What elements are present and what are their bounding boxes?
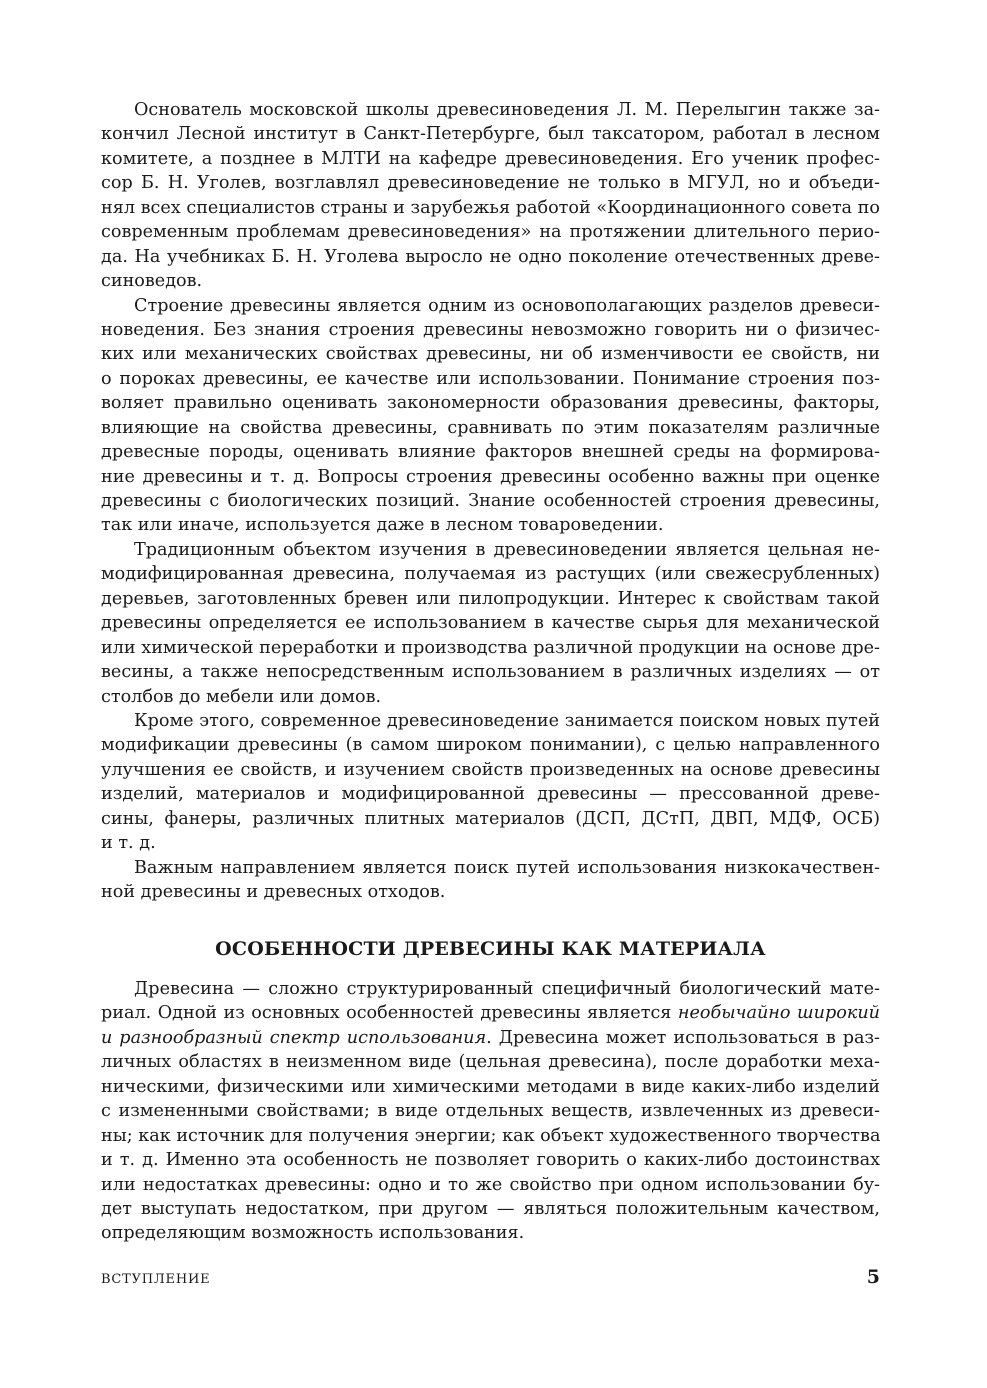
text-line: ническими, физическими или химическими методами в виде каких-либо изделий [101, 1076, 880, 1097]
document-body [101, 98, 880, 904]
text-line: ной древесины и древесных отходов. [101, 882, 446, 902]
emphasis-text: и разнообразный спектр использования [101, 1027, 487, 1048]
text-line: улучшения ее свойств, и изучением свойств произведенных на основе древесины [101, 759, 880, 780]
text-line: новедения. Без знания строения древесины невозможно говорить ни о физичес- [101, 319, 880, 340]
paragraph-2 [101, 294, 880, 538]
text-line: ние древесины и т. д. Вопросы строения древесины особенно важны при оценке [101, 466, 880, 487]
text-line-mixed [101, 1001, 880, 1025]
text-line: или химической переработки и производства различной продукции на основе дре- [101, 637, 880, 658]
text-line-mixed [101, 1026, 880, 1050]
text-line: о пороках древесины, ее качестве или использовании. Понимание строения поз- [101, 368, 880, 389]
paragraph-3 [101, 538, 880, 709]
text-line: сор Б. Н. Уголев, возглавлял древесиноведение не только в МГУЛ, но и объеди- [101, 173, 880, 194]
text-line: да. На учебниках Б. Н. Уголева выросло не одно поколение отечественных древе- [101, 246, 880, 267]
text-line: нял всех специалистов страны и зарубежья работой «Координационного совета по [101, 197, 880, 218]
text-line: Строение древесины является одним из основополагающих разделов древеси- [134, 295, 880, 316]
text-line: комитете, а позднее в МЛТИ на кафедре древесиноведения. Его ученик профес- [101, 148, 880, 169]
emphasis-text: необычайно широкий [677, 1003, 880, 1024]
text-line: древесины определяется ее использованием в качестве сырья для механической [101, 613, 880, 634]
text-line: и т. д. Именно эта особенность не позволяет говорить о каких-либо достоинствах [101, 1150, 880, 1171]
text-line: Кроме этого, современное древесиноведение занимается поиском новых путей [134, 710, 880, 731]
text-line: воляет правильно оценивать закономерности образования древесины, факторы, [101, 393, 880, 414]
text-line: модификации древесины (в самом широком понимании), с целью направленного [101, 735, 880, 756]
text-line: сины, фанеры, различных плитных материалов (ДСП, ДСтП, ДВП, МДФ, ОСБ) [101, 808, 880, 829]
running-footer-section: ВСТУПЛЕНИЕ [101, 1272, 211, 1287]
text-line: личных областях в неизменном виде (цельная древесина), после доработки меха- [101, 1052, 880, 1073]
text-line: кончил Лесной институт в Санкт-Петербурге, был таксатором, работал в лесном [101, 124, 880, 145]
text-line: или недостатках древесины: одно и то же свойство при одном использовании бу- [101, 1174, 880, 1195]
text-line: Древесина — сложно структурированный специфичный биологический мате- [134, 979, 880, 999]
paragraph-5 [101, 856, 880, 905]
text-line: Важным направлением является поиск путей использования низкокачествен- [134, 857, 880, 878]
page-number: 5 [866, 1266, 880, 1288]
plain-text: риал. Одной из основных особенностей древесины является [101, 1003, 678, 1024]
text-line: древесные породы, оценивать влияние факторов внешней среды на формирова- [101, 442, 880, 463]
text-line: модифицированная древесина, получаемая из растущих (или свежесрубленных) [101, 564, 880, 585]
text-line: синоведов. [101, 271, 203, 292]
section-paragraph [101, 977, 880, 1246]
text-line: и т. д. [101, 833, 156, 854]
text-line: столбов до мебели или домов. [101, 686, 382, 707]
text-line: ны; как источник для получения энергии; как объект художественного творчества [101, 1125, 881, 1146]
section-heading: ОСОБЕННОСТИ ДРЕВЕСИНЫ КАК МАТЕРИАЛА [215, 938, 766, 960]
text-line: так или иначе, используется даже в лесном товароведении. [101, 515, 664, 536]
text-line: влияющие на свойства древесины, сравнивать по этим показателям различные [101, 417, 880, 438]
text-line: Основатель московской школы древесиноведения Л. М. Перелыгин также за- [134, 100, 880, 120]
text-line: современным проблемам древесиноведения» на протяжении длительного перио- [101, 222, 880, 243]
text-line: изделий, материалов и модифицированной древесины — прессованной древе- [101, 784, 880, 805]
text-line: с измененными свойствами; в виде отдельных веществ, извлеченных из древеси- [101, 1101, 880, 1122]
text-line: дет выступать недостатком, при другом — являться положительным качеством, [101, 1198, 880, 1219]
paragraph-1 [101, 98, 880, 294]
plain-text: . Древесина может использоваться в раз- [486, 1027, 880, 1048]
paragraph-4 [101, 709, 880, 856]
text-line: определяющим возможность использования. [101, 1223, 525, 1244]
text-line: ких или механических свойствах древесины, ни об изменчивости ее свойств, ни [101, 344, 880, 365]
text-line: древесины с биологических позиций. Знание особенностей строения древесины, [101, 491, 880, 511]
text-line: деревьев, заготовленных бревен или пилопродукции. Интерес к свойствам такой [101, 588, 880, 609]
text-line: весины, а также непосредственным использованием в различных изделиях — от [101, 662, 880, 683]
text-line: Традиционным объектом изучения в древесиноведении является цельная не- [134, 539, 880, 560]
